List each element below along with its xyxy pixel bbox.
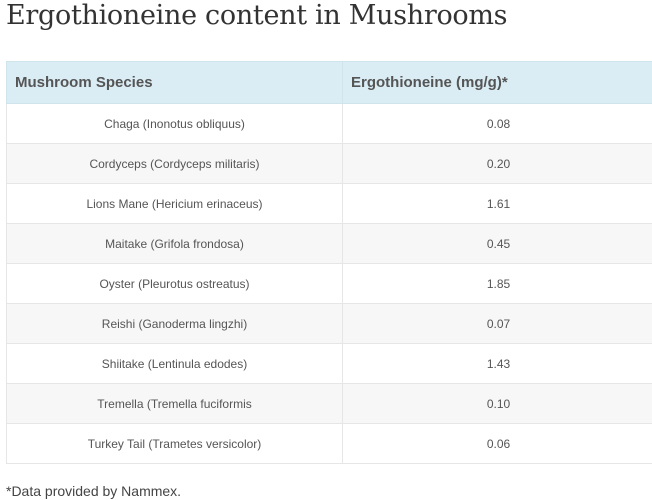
table-row <box>7 184 652 224</box>
ergothioneine-table <box>6 61 652 464</box>
species-cell: Cordyceps (Cordyceps militaris) <box>7 144 343 184</box>
page-title: Ergothioneine content in Mushrooms <box>6 0 508 31</box>
data-source-footnote: *Data provided by Nammex. <box>6 483 182 499</box>
table-row <box>7 224 652 264</box>
table-row <box>7 144 652 184</box>
column-header-ergothioneine: Ergothioneine (mg/g)* <box>343 62 652 104</box>
species-cell: Shiitake (Lentinula edodes) <box>7 344 343 384</box>
value-cell: 0.08 <box>343 104 652 144</box>
species-cell: Turkey Tail (Trametes versicolor) <box>7 424 343 464</box>
value-cell: 0.10 <box>343 384 652 424</box>
species-cell: Lions Mane (Hericium erinaceus) <box>7 184 343 224</box>
table-row <box>7 264 652 304</box>
species-cell: Reishi (Ganoderma lingzhi) <box>7 304 343 344</box>
table-row <box>7 344 652 384</box>
value-cell: 1.43 <box>343 344 652 384</box>
species-cell: Oyster (Pleurotus ostreatus) <box>7 264 343 304</box>
value-cell: 0.20 <box>343 144 652 184</box>
species-cell: Maitake (Grifola frondosa) <box>7 224 343 264</box>
table-row <box>7 104 652 144</box>
value-cell: 0.07 <box>343 304 652 344</box>
species-cell: Chaga (Inonotus obliquus) <box>7 104 343 144</box>
value-cell: 1.61 <box>343 184 652 224</box>
table-row <box>7 384 652 424</box>
column-header-species: Mushroom Species <box>7 62 343 104</box>
value-cell: 0.45 <box>343 224 652 264</box>
species-cell: Tremella (Tremella fuciformis <box>7 384 343 424</box>
value-cell: 1.85 <box>343 264 652 304</box>
value-cell: 0.06 <box>343 424 652 464</box>
table-row <box>7 424 652 464</box>
table-row <box>7 304 652 344</box>
table-header-row <box>7 62 652 104</box>
